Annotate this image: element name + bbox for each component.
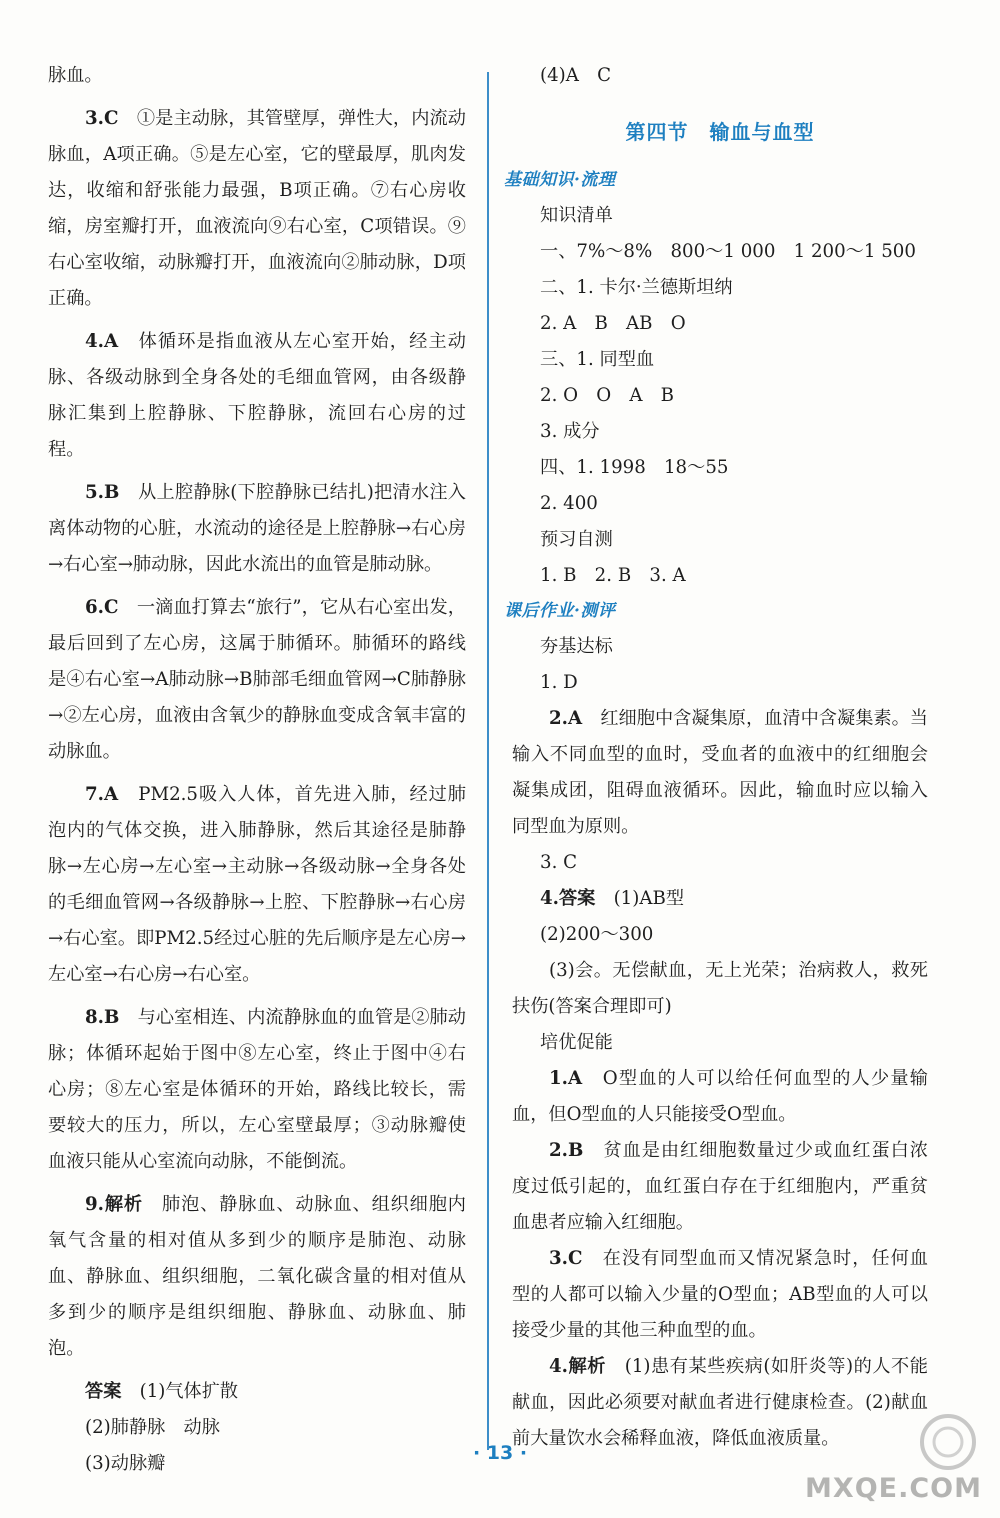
left-column	[48, 58, 466, 1482]
answer-subitem: (3)会。无偿献血，无上光荣；治病救人，救死扶伤(答案合理即可)	[512, 960, 928, 1017]
section-banner: 课后作业·测评	[504, 601, 616, 621]
item-text: ①是主动脉，其管壁厚，弹性大，内流动脉血，A项正确。⑤是左心室，它的壁最厚，肌肉发达，收缩和舒张能力最强，B项正确。⑦右心房收缩，房室瓣打开，血液流向⑨右心室，C项错误。⑨右心室收缩，动脉瓣打开，血液流向②肺动脉，D项正确。	[48, 108, 466, 309]
item-text: 贫血是由红细胞数量过少或血红蛋白浓度过低引起的，血红蛋白存在于红细胞内，严重贫血患者应输入红细胞。	[512, 1140, 928, 1233]
list-line: 二、1. 卡尔·兰德斯坦纳	[540, 277, 733, 298]
item-text: 红细胞中含凝集原，血清中含凝集素。当输入不同血型的血时，受血者的血液中的红细胞会凝集成团，阻碍血液循环。因此，输血时应以输入同型血为原则。	[512, 708, 928, 837]
page-number: · 13 ·	[472, 1442, 528, 1464]
item-number: 6.C	[85, 597, 119, 618]
watermark-text: MXQE.COM	[805, 1473, 982, 1504]
item-number: 答案	[85, 1381, 122, 1402]
column-divider	[487, 72, 489, 1450]
answer-item	[48, 1374, 466, 1410]
item-text: (2)肺静脉 动脉	[85, 1417, 220, 1438]
list-line: 一、7%～8% 800～1 000 1 200～1 500	[540, 241, 916, 262]
item-number: 2.A	[549, 708, 583, 729]
item-text: (3)动脉瓣	[85, 1453, 166, 1474]
answer-item	[48, 101, 466, 317]
item-text: (1)气体扩散	[139, 1381, 239, 1402]
list-line: 3. C	[540, 852, 578, 873]
answer-item	[512, 1241, 928, 1349]
list-line: 三、1. 同型血	[540, 349, 655, 370]
item-number: 4.解析	[549, 1356, 606, 1377]
item-number: 3.C	[549, 1248, 583, 1269]
item-text: 肺泡、静脉血、动脉血、组织细胞内氧气含量的相对值从多到少的顺序是肺泡、动脉血、静脉血、组织细胞，二氧化碳含量的相对值从多到少的顺序是组织细胞、静脉血、动脉血、肺泡。	[48, 1194, 466, 1359]
list-line: 培优促能	[540, 1032, 613, 1053]
item-text: (1)患有某些疾病(如肝炎等)的人不能献血，因此必须要对献血者进行健康检查。(2)献血前大量饮水会稀释血液，降低血液质量。	[512, 1356, 928, 1449]
item-number: 5.B	[85, 482, 120, 503]
list-line: 1. D	[540, 672, 578, 693]
section-banner: 基础知识·流理	[504, 170, 616, 190]
item-text: 从上腔静脉(下腔静脉已结扎)把清水注入离体动物的心脏，水流动的途径是上腔静脉→右心房→右心室→肺动脉，因此水流出的血管是肺动脉。	[48, 482, 466, 575]
list-line: 1. B 2. B 3. A	[540, 565, 686, 586]
item-text: (1)AB型	[613, 888, 685, 909]
item-number: 8.B	[85, 1007, 120, 1028]
list-line: 2. O O A B	[540, 385, 675, 406]
answer-item	[48, 475, 466, 583]
list-line: 预习自测	[540, 529, 613, 550]
answer-item	[48, 324, 466, 468]
answer-item	[512, 881, 928, 917]
paragraph-text: 脉血。	[48, 65, 103, 86]
list-line: 2. A B AB O	[540, 313, 686, 334]
item-text: 在没有同型血而又情况紧急时，任何血型的人都可以输入少量的O型血；AB型血的人可以接受少量的其他三种血型的血。	[512, 1248, 928, 1341]
answer-item	[512, 1061, 928, 1133]
item-text: PM2.5吸入人体，首先进入肺，经过肺泡内的气体交换，进入肺静脉，然后其途径是肺静脉→左心房→左心室→主动脉→各级动脉→全身各处的毛细血管网→各级静脉→上腔、下腔静脉→右心房→右心室。即PM2.5经过心脏的先后顺序是左心房→左心室→右心房→右心室。	[48, 784, 466, 985]
list-line: 夯基达标	[540, 636, 613, 657]
item-number: 2.B	[549, 1140, 584, 1161]
paragraph	[48, 58, 466, 94]
answer-item	[48, 1187, 466, 1367]
list-line: 四、1. 1998 18～55	[540, 457, 729, 478]
answer-item	[48, 1000, 466, 1180]
answer-item	[512, 701, 928, 845]
list-line: 知识清单	[540, 205, 613, 226]
item-number: 4.A	[85, 331, 119, 352]
section-title: 第四节 输血与血型	[625, 120, 815, 144]
item-number: 7.A	[85, 784, 119, 805]
item-number: 3.C	[85, 108, 119, 129]
right-column	[504, 58, 928, 1457]
list-line: 3. 成分	[540, 421, 600, 442]
item-number: 9.解析	[85, 1194, 143, 1215]
answer-item	[512, 1133, 928, 1241]
answer-subitem: (4)A C	[540, 65, 612, 86]
item-text: 体循环是指血液从左心室开始，经主动脉、各级动脉到全身各处的毛细血管网，由各级静脉汇集到上腔静脉、下腔静脉，流回右心房的过程。	[48, 331, 466, 460]
item-number: 4.答案	[540, 888, 596, 909]
answer-item	[48, 777, 466, 993]
list-line: 2. 400	[540, 493, 598, 514]
answer-subitem	[48, 1410, 466, 1446]
watermark-logo	[802, 1408, 982, 1504]
item-text: 与心室相连、内流静脉血的血管是②肺动脉；体循环起始于图中⑧左心室，终止于图中④右心房；⑧左心室是体循环的开始，路线比较长，需要较大的压力，所以，左心室壁最厚；③动脉瓣使血液只能从心室流向动脉，不能倒流。	[48, 1007, 466, 1172]
list-line: (2)200～300	[540, 924, 654, 945]
item-number: 1.A	[549, 1068, 583, 1089]
item-text: 一滴血打算去“旅行”，它从右心室出发，最后回到了左心房，这属于肺循环。肺循环的路线是④右心室→A肺动脉→B肺部毛细血管网→C肺静脉→②左心房，血液由含氧少的静脉血变成含氧丰富的动脉血。	[48, 597, 466, 762]
answer-item	[48, 590, 466, 770]
item-text: O型血的人可以给任何血型的人少量输血，但O型血的人只能接受O型血。	[512, 1068, 928, 1125]
